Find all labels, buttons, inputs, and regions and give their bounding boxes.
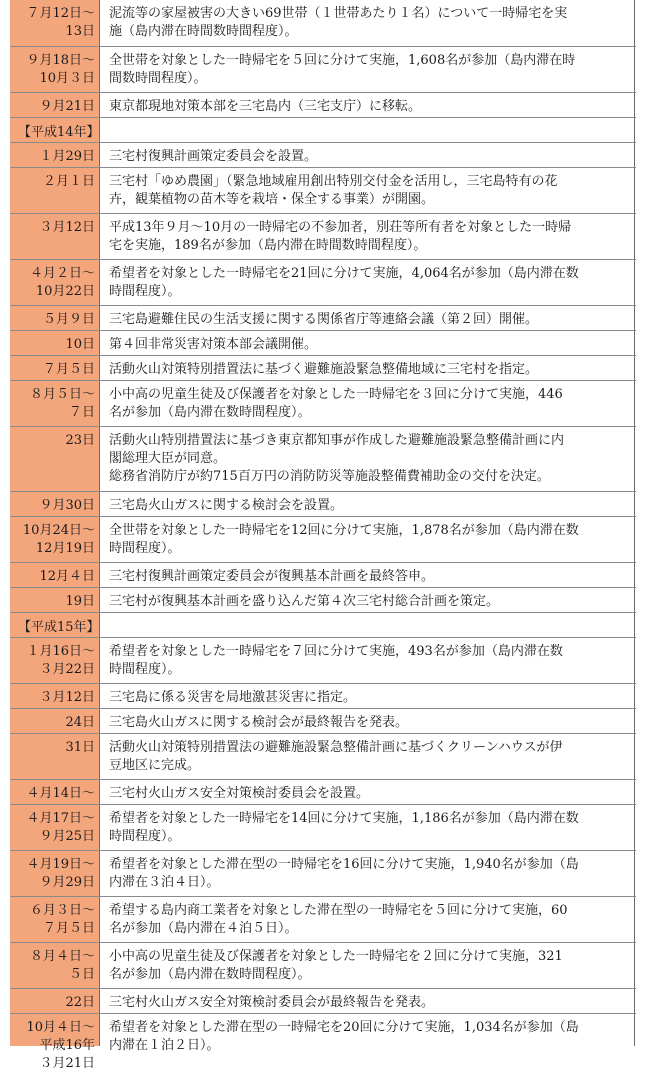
table-row bbox=[10, 851, 636, 897]
date-cell: ９月18日～ 10月３日 bbox=[26, 53, 95, 86]
date-cell: ４月19日～ ９月29日 bbox=[26, 857, 95, 890]
date-cell: ７月５日 bbox=[42, 362, 95, 377]
event-description: 小中高の児童生徒及び保護者を対象とした一時帰宅を３回に分けて実施，446 名が参加（島内滞在数時間程度）。 bbox=[109, 387, 563, 420]
date-cell: ５月９日 bbox=[42, 312, 95, 327]
table-row bbox=[10, 897, 636, 943]
table-row bbox=[10, 0, 636, 47]
event-description: 平成13年９月～10月の一時帰宅の不参加者，別荘等所有者を対象とした一時帰 宅を実施，189名が参加（島内滞在時間数時間程度）。 bbox=[109, 220, 572, 253]
date-cell: ４月２日～ 10月22日 bbox=[29, 266, 95, 299]
table-row bbox=[10, 563, 636, 588]
event-description: 活動火山対策特別措置法に基づく避難施設緊急整備地域に三宅村を指定。 bbox=[109, 362, 539, 377]
table-row bbox=[10, 638, 636, 684]
date-cell: ７月12日～ 13日 bbox=[26, 6, 95, 39]
date-cell: ３月12日 bbox=[39, 690, 95, 705]
table-row bbox=[10, 381, 636, 427]
table-row bbox=[10, 143, 636, 168]
chronology-table bbox=[10, 0, 636, 1071]
date-cell: 10月４日～ 平成16年 ３月21日 bbox=[26, 1020, 95, 1071]
table-row bbox=[10, 517, 636, 563]
table-row bbox=[10, 780, 636, 805]
event-description: 東京都現地対策本部を三宅島内（三宅支庁）に移転。 bbox=[109, 99, 422, 114]
event-description: 希望者を対象とした滞在型の一時帰宅を16回に分けて実施，1,940名が参加（島 内滞在３泊４日）。 bbox=[109, 857, 579, 890]
date-cell: 22日 bbox=[65, 995, 95, 1010]
event-description: 三宅島火山ガスに関する検討会が最終報告を発表。 bbox=[109, 715, 409, 730]
date-cell: 12月４日 bbox=[39, 569, 95, 584]
event-description: 第４回非常災害対策本部会議開催。 bbox=[109, 337, 318, 352]
date-cell: 23日 bbox=[65, 433, 95, 448]
date-cell: ４月14日～ bbox=[26, 786, 95, 801]
era-heading-row bbox=[10, 118, 636, 143]
date-cell: 24日 bbox=[65, 715, 95, 730]
date-cell: ８月５日～ ７日 bbox=[29, 387, 95, 420]
date-cell: ２月１日 bbox=[42, 174, 95, 189]
event-description: 三宅村火山ガス安全対策検討委員会を設置。 bbox=[109, 786, 370, 801]
table-row bbox=[10, 492, 636, 517]
event-description: 三宅島に係る災害を局地激甚災害に指定。 bbox=[109, 690, 357, 705]
date-cell: １月16日～ ３月22日 bbox=[26, 644, 95, 677]
table-row bbox=[10, 260, 636, 306]
table-row bbox=[10, 427, 636, 492]
date-cell: １月29日 bbox=[39, 149, 95, 164]
table-row bbox=[10, 93, 636, 118]
table-row bbox=[10, 47, 636, 93]
table-row bbox=[10, 214, 636, 260]
event-description: 三宅村復興計画策定委員会を設置。 bbox=[109, 149, 318, 164]
event-description: 三宅村「ゆめ農園」（緊急地域雇用創出特別交付金を活用し，三宅島特有の花 卉，観葉植物の苗木等を栽培・保全する事業）が開園。 bbox=[109, 174, 558, 207]
date-cell: ９月30日 bbox=[39, 498, 95, 513]
event-description: 三宅村火山ガス安全対策検討委員会が最終報告を発表。 bbox=[109, 995, 435, 1010]
event-description: 全世帯を対象とした一時帰宅を12回に分けて実施，1,878名が参加（島内滞在数 時間程度）。 bbox=[109, 523, 579, 556]
event-description: 希望者を対象とした一時帰宅を14回に分けて実施，1,186名が参加（島内滞在数 時間程度）。 bbox=[109, 811, 579, 844]
table-row bbox=[10, 356, 636, 381]
event-description: 活動火山特別措置法に基づき東京都知事が作成した避難施設緊急整備計画に内 閣総理大臣が同意。 総務省消防庁が約715百万円の消防防災等施設整備費補助金の交付を決定。 bbox=[109, 433, 565, 484]
table-row bbox=[10, 709, 636, 734]
date-cell: ４月17日～ ９月25日 bbox=[26, 811, 95, 844]
table-row bbox=[10, 1014, 636, 1071]
date-cell: ８月４日～ ５日 bbox=[29, 949, 95, 982]
event-description: 希望者を対象とした一時帰宅を21回に分けて実施，4,064名が参加（島内滞在数 時間程度）。 bbox=[109, 266, 579, 299]
date-cell: ３月12日 bbox=[39, 220, 95, 235]
era-heading: 【平成14年】 bbox=[18, 125, 100, 140]
event-description: 全世帯を対象とした一時帰宅を５回に分けて実施，1,608名が参加（島内滞在時 間数時間程度）。 bbox=[109, 53, 576, 86]
event-description: 活動火山対策特別措置法の避難施設緊急整備計画に基づくクリーンハウスが伊 豆地区に完成。 bbox=[109, 740, 563, 773]
event-description: 三宅島火山ガスに関する検討会を設置。 bbox=[109, 498, 344, 513]
table-row bbox=[10, 306, 636, 331]
table-row bbox=[10, 734, 636, 780]
date-cell: 10月24日～ 12月19日 bbox=[22, 523, 95, 556]
event-description: 希望する島内商工業者を対象とした滞在型の一時帰宅を５回に分けて実施，60 名が参加（島内滞在４泊５日）。 bbox=[109, 903, 568, 936]
table-row bbox=[10, 588, 636, 613]
event-description: 三宅村が復興基本計画を盛り込んだ第４次三宅村総合計画を策定。 bbox=[109, 594, 500, 609]
table-row bbox=[10, 943, 636, 989]
table-row bbox=[10, 684, 636, 709]
date-cell: 31日 bbox=[65, 740, 95, 755]
event-description: 三宅島避難住民の生活支援に関する関係省庁等連絡会議（第２回）開催。 bbox=[109, 312, 539, 327]
event-description: 泥流等の家屋被害の大きい69世帯（１世帯あたり１名）について一時帰宅を実 施（島内滞在時間数時間程度）。 bbox=[109, 6, 568, 39]
date-cell: ９月21日 bbox=[39, 99, 95, 114]
event-description: 希望者を対象とした一時帰宅を７回に分けて実施，493名が参加（島内滞在数 時間程度）。 bbox=[109, 644, 563, 677]
table-row bbox=[10, 805, 636, 851]
table-row bbox=[10, 989, 636, 1014]
date-cell: 19日 bbox=[65, 594, 95, 609]
table-row bbox=[10, 168, 636, 214]
event-description: 三宅村復興計画策定委員会が復興基本計画を最終答申。 bbox=[109, 569, 435, 584]
date-cell: ６月３日～ ７月５日 bbox=[29, 903, 95, 936]
era-heading-row bbox=[10, 613, 636, 638]
date-cell: 10日 bbox=[65, 337, 95, 352]
table-row bbox=[10, 331, 636, 356]
event-description: 希望者を対象とした滞在型の一時帰宅を20回に分けて実施，1,034名が参加（島 内滞在１泊２日）。 bbox=[109, 1020, 579, 1053]
event-description: 小中高の児童生徒及び保護者を対象とした一時帰宅を２回に分けて実施，321 名が参加（島内滞在数時間程度）。 bbox=[109, 949, 563, 982]
era-heading: 【平成15年】 bbox=[18, 620, 100, 635]
